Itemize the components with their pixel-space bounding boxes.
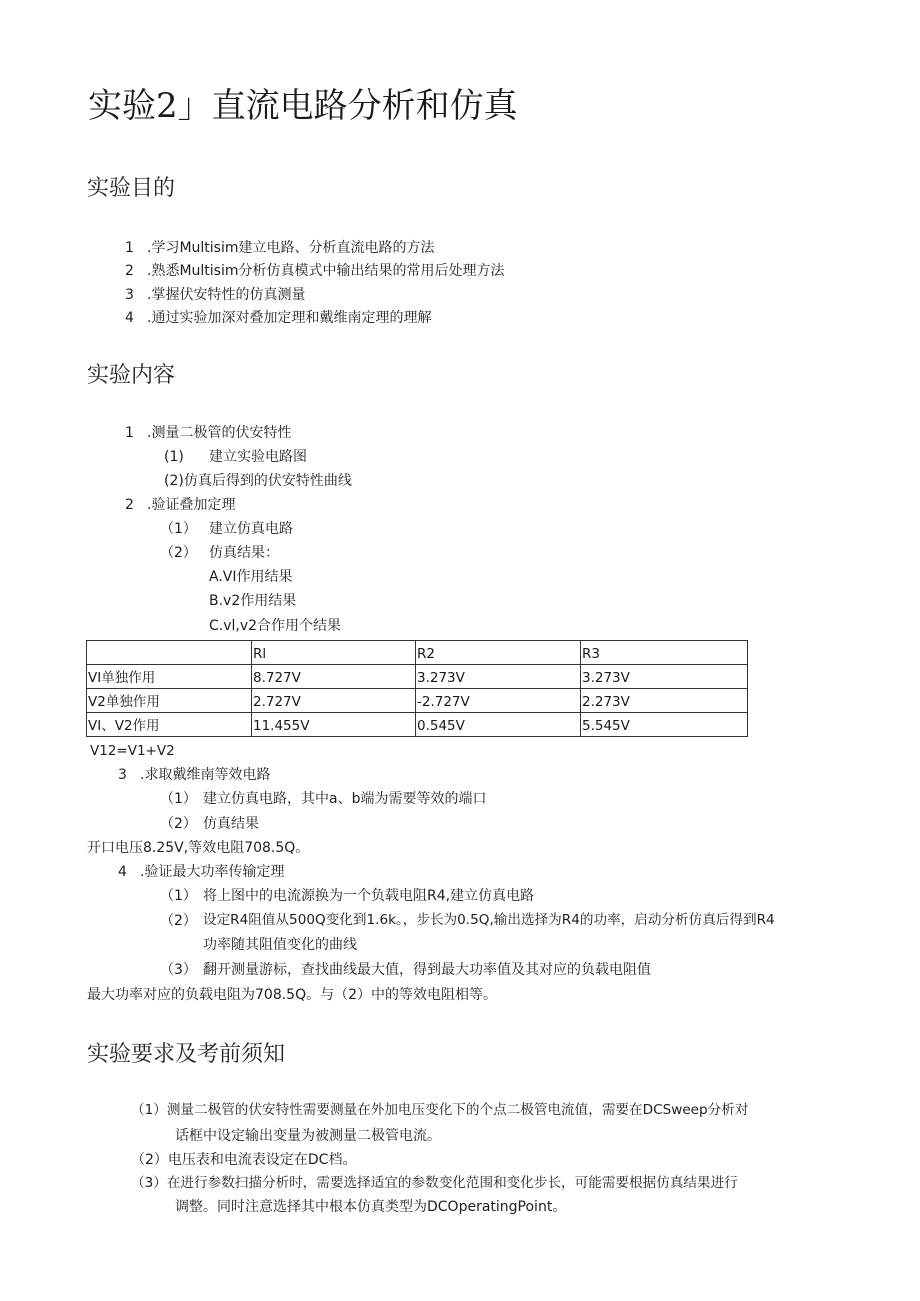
requirement-2: （2）电压表和电流表设定在DC档。 <box>131 1152 357 1168</box>
section-2-result-b: B.v2作用结果 <box>209 593 297 609</box>
table-cell: VI、V2作用 <box>87 713 252 737</box>
section-1-number: 1 <box>125 425 134 441</box>
section-3-title <box>118 768 270 782</box>
page-title: 实验2」直流电路分析和仿真 <box>88 86 518 126</box>
requirements-heading: 实验要求及考前须知 <box>87 1042 286 1067</box>
purpose-item-4-number: 4 <box>125 310 134 326</box>
purpose-item-4-text: .通过实验加深对叠加定理和戴维南定理的理解 <box>147 310 432 326</box>
section-4-result: 最大功率对应的负载电阻为708.5Q。与（2）中的等效电阻相等。 <box>87 987 498 1003</box>
requirement-1-line-2: 话框中设定输出变量为被测量二极管电流。 <box>175 1128 441 1144</box>
section-3-title-text: .求取戴维南等效电路 <box>140 767 271 783</box>
section-1-sub-1-mark: (1) <box>164 449 184 465</box>
purpose-item-3 <box>125 288 305 302</box>
section-4-number: 4 <box>118 864 127 880</box>
section-4-sub-1: 将上图中的电流源换为一个负载电阻R4,建立仿真电路 <box>203 888 535 904</box>
table-header-cell: R3 <box>581 641 748 665</box>
purpose-item-1-number: 1 <box>125 240 134 256</box>
section-2-result-a: A.VI作用结果 <box>209 569 293 585</box>
section-3-sub-1: 建立仿真电路，其中a、b端为需要等效的端口 <box>203 791 487 807</box>
section-1-sub-2: (2)仿真后得到的伏安特性曲线 <box>164 473 352 489</box>
purpose-item-3-number: 3 <box>125 287 134 303</box>
table-cell: 3.273V <box>581 665 748 689</box>
section-4-sub-3-mark: （3） <box>160 962 197 978</box>
purpose-item-4 <box>125 311 431 325</box>
purpose-item-1 <box>125 241 435 255</box>
section-1-title-text: .测量二极管的伏安特性 <box>147 425 292 441</box>
requirement-3-line-1: （3）在进行参数扫描分析时，需要选择适宜的参数变化范围和变化步长，可能需要根据仿真结果进行 <box>131 1175 738 1191</box>
section-2-sub-1-mark: （1） <box>160 521 197 537</box>
section-2-sub-1: 建立仿真电路 <box>209 521 293 537</box>
section-1-sub-1: 建立实验电路图 <box>209 449 307 465</box>
table-header-cell: Rl <box>252 641 416 665</box>
table-cell: 3.273V <box>416 665 581 689</box>
table-row <box>87 713 748 737</box>
section-3-sub-1-mark: （1） <box>160 791 197 807</box>
table-cell: 8.727V <box>252 665 416 689</box>
table-cell: 11.455V <box>252 713 416 737</box>
section-4-sub-2-mark: （2） <box>160 913 197 929</box>
section-2-number: 2 <box>125 497 134 513</box>
table-header-row <box>87 641 748 665</box>
table-cell: VI单独作用 <box>87 665 252 689</box>
table-cell: 5.545V <box>581 713 748 737</box>
purpose-item-2-text: .熟悉Multisim分析仿真模式中输出结果的常用后处理方法 <box>147 263 505 279</box>
content-heading: 实验内容 <box>87 363 176 388</box>
table-header-cell <box>87 641 252 665</box>
section-2-sub-2: 仿真结果： <box>209 545 279 561</box>
table-cell: 2.727V <box>252 689 416 713</box>
table-row <box>87 689 748 713</box>
section-4-title-text: .验证最大功率传输定理 <box>140 864 285 880</box>
purpose-item-2-number: 2 <box>125 263 134 279</box>
table-cell: 0.545V <box>416 713 581 737</box>
table-row <box>87 665 748 689</box>
section-4-sub-2-line-1: 设定R4阻值从500Q变化到1.6k。，步长为0.5Q,输出选择为R4的功率，启动分析仿真后得到R4 <box>203 912 775 928</box>
section-3-sub-2-mark: （2） <box>160 816 197 832</box>
section-4-title <box>118 865 284 879</box>
section-3-result: 开口电压8.25V,等效电阻708.5Q。 <box>87 840 310 856</box>
section-2-sub-2-mark: （2） <box>160 545 197 561</box>
table-cell: -2.727V <box>416 689 581 713</box>
table-cell: V2单独作用 <box>87 689 252 713</box>
table-cell: 2.273V <box>581 689 748 713</box>
section-2-title <box>125 498 235 512</box>
table-note: V12=V1+V2 <box>90 743 175 759</box>
section-4-sub-1-mark: （1） <box>160 888 197 904</box>
section-2-title-text: .验证叠加定理 <box>147 497 236 513</box>
purpose-heading: 实验目的 <box>87 176 176 201</box>
section-2-result-c: C.vl,v2合作用个结果 <box>209 618 342 634</box>
purpose-item-1-text: .学习Multisim建立电路、分析直流电路的方法 <box>147 240 435 256</box>
section-4-sub-2-line-2: 功率随其阻值变化的曲线 <box>203 937 357 953</box>
section-3-sub-2: 仿真结果 <box>203 816 259 832</box>
purpose-item-2 <box>125 264 505 278</box>
section-3-number: 3 <box>118 767 127 783</box>
table-header-cell: R2 <box>416 641 581 665</box>
results-table <box>86 640 748 737</box>
section-4-sub-3: 翻开测量游标，查找曲线最大值，得到最大功率值及其对应的负载电阻值 <box>203 962 651 978</box>
purpose-item-3-text: .掌握伏安特性的仿真测量 <box>147 287 306 303</box>
requirement-3-line-2: 调整。同时注意选择其中根本仿真类型为DCOperatingPoint。 <box>175 1199 567 1215</box>
section-1-title <box>125 426 291 440</box>
requirement-1-line-1: （1）测量二极管的伏安特性需要测量在外加电压变化下的个点二极管电流值，需要在DCSweep分析对 <box>131 1102 749 1118</box>
